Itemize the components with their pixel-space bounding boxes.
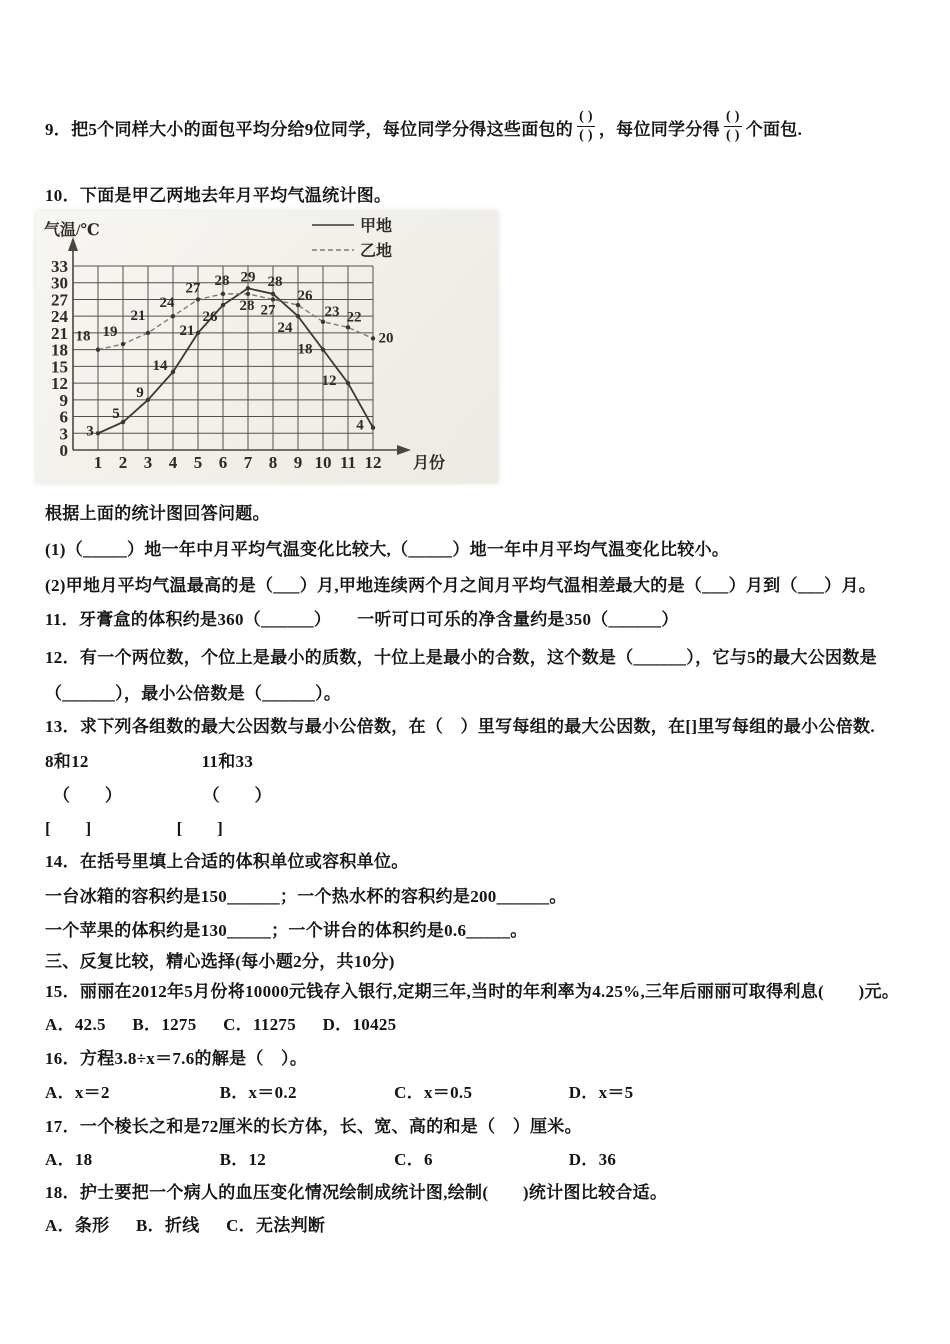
- chart-text: 27: [51, 290, 68, 310]
- question-9-text: 个面包.: [745, 119, 803, 139]
- chart-text: 23: [324, 303, 340, 320]
- fraction-numerator: ( ): [725, 109, 740, 125]
- chart-text: 6: [218, 453, 228, 472]
- chart-text: 5: [112, 406, 120, 423]
- question-13-pairs: [45, 744, 911, 779]
- chart-text: 27: [185, 280, 201, 297]
- chart-text: 22: [346, 309, 362, 326]
- chart-text: 18: [75, 328, 91, 345]
- gcf-blank: （ ）: [53, 786, 123, 805]
- question-15: 15．丽丽在2012年5月份将10000元钱存入银行,定期三年,当时的年利率为4.25%,三年后丽丽可取得利息( )元。: [45, 982, 900, 1001]
- number-pair: 11和33: [201, 752, 254, 771]
- option-d: D．36: [568, 1150, 617, 1169]
- chart-text: 乙地: [360, 243, 393, 260]
- chart-text: 9: [293, 453, 303, 472]
- question-18-options: [45, 1208, 911, 1243]
- question-18: 18．护士要把一个病人的血压变化情况绘制成统计图,绘制( )统计图比较合适。: [45, 1183, 668, 1202]
- option-c: C．x＝0.5: [394, 1083, 473, 1102]
- chart-text: 26: [297, 288, 313, 305]
- fraction-numerator: ( ): [579, 109, 593, 125]
- chart-text: 20: [378, 330, 394, 347]
- lcm-blank: [ ]: [45, 819, 92, 838]
- question-17: 17．一个棱长之和是72厘米的长方体，长、宽、高的和是（ ）厘米。: [45, 1117, 582, 1136]
- chart-text: 5: [193, 453, 203, 472]
- chart-text: 19: [102, 324, 118, 341]
- chart-text: 30: [51, 273, 68, 293]
- option-d: D．10425: [322, 1015, 397, 1034]
- chart-text: 11: [339, 453, 357, 472]
- chart-text: 18: [51, 340, 68, 360]
- chart-instruction: 根据上面的统计图回答问题。: [45, 504, 270, 523]
- question-10: 10．下面是甲乙两地去年月平均气温统计图。: [45, 186, 392, 205]
- question-9-text: 9．把5个同样大小的面包平均分给9位同学，每位同学分得这些面包的: [45, 119, 574, 139]
- option-a: A．42.5: [45, 1015, 106, 1034]
- number-pair: 8和12: [45, 752, 89, 771]
- question-10-sub1: (1)（_____）地一年中月平均气温变化比较大,（_____）地一年中月平均气温变化比较小。: [45, 540, 730, 559]
- chart-text: 12: [321, 373, 337, 390]
- option-a: A．条形: [45, 1216, 110, 1235]
- chart-text: 24: [159, 295, 175, 312]
- chart-text: 月份: [413, 455, 446, 472]
- question-10-sub2: (2)甲地月平均气温最高的是（___）月,甲地连续两个月之间月平均气温相差最大的是（___）月到（___）月。: [45, 576, 877, 595]
- chart-text: 28: [239, 297, 255, 314]
- fraction-blank: [577, 109, 595, 145]
- question-12: 12．有一个两位数，个位上是最小的质数，十位上是最小的合数，这个数是（______），它与5的最大公因数是（______），最小公倍数是（______）。: [45, 648, 877, 703]
- option-c: C．无法判断: [226, 1216, 326, 1235]
- chart-text: 甲地: [360, 218, 393, 235]
- chart-text: 33: [51, 257, 68, 276]
- chart-text: 15: [51, 357, 68, 377]
- chart-text: 18: [297, 341, 313, 358]
- chart-text: 6: [59, 407, 68, 427]
- option-b: B．折线: [136, 1216, 200, 1235]
- option-c: C．11275: [223, 1015, 297, 1034]
- option-b: B．x＝0.2: [219, 1083, 297, 1102]
- chart-text: 14: [152, 357, 168, 374]
- chart-text: 气温/℃: [44, 222, 100, 239]
- chart-text: 24: [277, 320, 293, 337]
- question-14-sub1: 一台冰箱的容积约是150______；一个热水杯的容积约是200______。: [45, 887, 567, 906]
- lcm-blank: [ ]: [176, 819, 224, 838]
- option-c: C．6: [394, 1150, 433, 1169]
- question-11: 11．牙膏盒的体积约是360（______） 一听可口可乐的净含量约是350（______）: [45, 610, 679, 629]
- option-b: B．12: [219, 1150, 267, 1169]
- option-a: A．18: [45, 1150, 93, 1169]
- chart-text: 12: [364, 453, 382, 472]
- chart-text: 2: [118, 453, 128, 472]
- chart-text: 4: [356, 417, 364, 434]
- chart-text: 3: [86, 423, 94, 440]
- chart-text: 21: [130, 307, 146, 324]
- temperature-chart: [36, 211, 498, 483]
- chart-text: 26: [202, 309, 218, 326]
- question-14-sub2: 一个苹果的体积约是130_____；一个讲台的体积约是0.6_____。: [45, 921, 528, 940]
- question-14: 14．在括号里填上合适的体积单位或容积单位。: [45, 852, 409, 871]
- fraction-denominator: ( ): [725, 128, 740, 143]
- question-16: 16．方程3.8÷x＝7.6的解是（ ）。: [45, 1049, 308, 1068]
- question-16-options: [45, 1075, 911, 1110]
- chart-text: 28: [214, 272, 230, 289]
- chart-text: 21: [51, 323, 68, 343]
- chart-text: 9: [59, 390, 68, 410]
- temperature-chart-svg: [36, 211, 498, 483]
- chart-text: 3: [59, 424, 68, 444]
- chart-text: 3: [143, 453, 153, 472]
- chart-text: 4: [168, 453, 178, 472]
- chart-text: 24: [51, 307, 68, 327]
- chart-text: 28: [267, 273, 283, 290]
- fraction-blank: [724, 109, 742, 145]
- question-15-options: [45, 1007, 911, 1042]
- chart-text: 0: [59, 441, 68, 460]
- chart-text: 21: [179, 322, 195, 339]
- option-d: D．x＝5: [568, 1083, 634, 1102]
- chart-text: 29: [240, 269, 256, 286]
- option-a: A．x＝2: [45, 1083, 110, 1102]
- chart-text: 1: [93, 453, 103, 472]
- question-13-lcm-blanks: [45, 811, 911, 846]
- option-b: B．1275: [132, 1015, 197, 1034]
- question-13-gcf-blanks: [45, 778, 919, 813]
- chart-text: 7: [243, 453, 253, 472]
- chart-text: 27: [260, 302, 276, 319]
- question-9: [45, 95, 911, 159]
- fraction-denominator: ( ): [579, 128, 593, 143]
- chart-text: 10: [314, 453, 332, 472]
- gcf-blank: （ ）: [202, 786, 272, 805]
- question-17-options: [45, 1142, 911, 1177]
- section-3-header: 三、反复比较，精心选择(每小题2分，共10分): [45, 952, 395, 971]
- chart-text: 9: [136, 384, 144, 401]
- chart-text: 8: [268, 453, 278, 472]
- question-9-text: ，每位同学分得: [598, 119, 720, 139]
- question-13: 13．求下列各组数的最大公因数与最小公倍数，在（ ）里写每组的最大公因数，在[]里写每组的最小公倍数.: [45, 717, 875, 736]
- chart-text: 12: [51, 374, 68, 394]
